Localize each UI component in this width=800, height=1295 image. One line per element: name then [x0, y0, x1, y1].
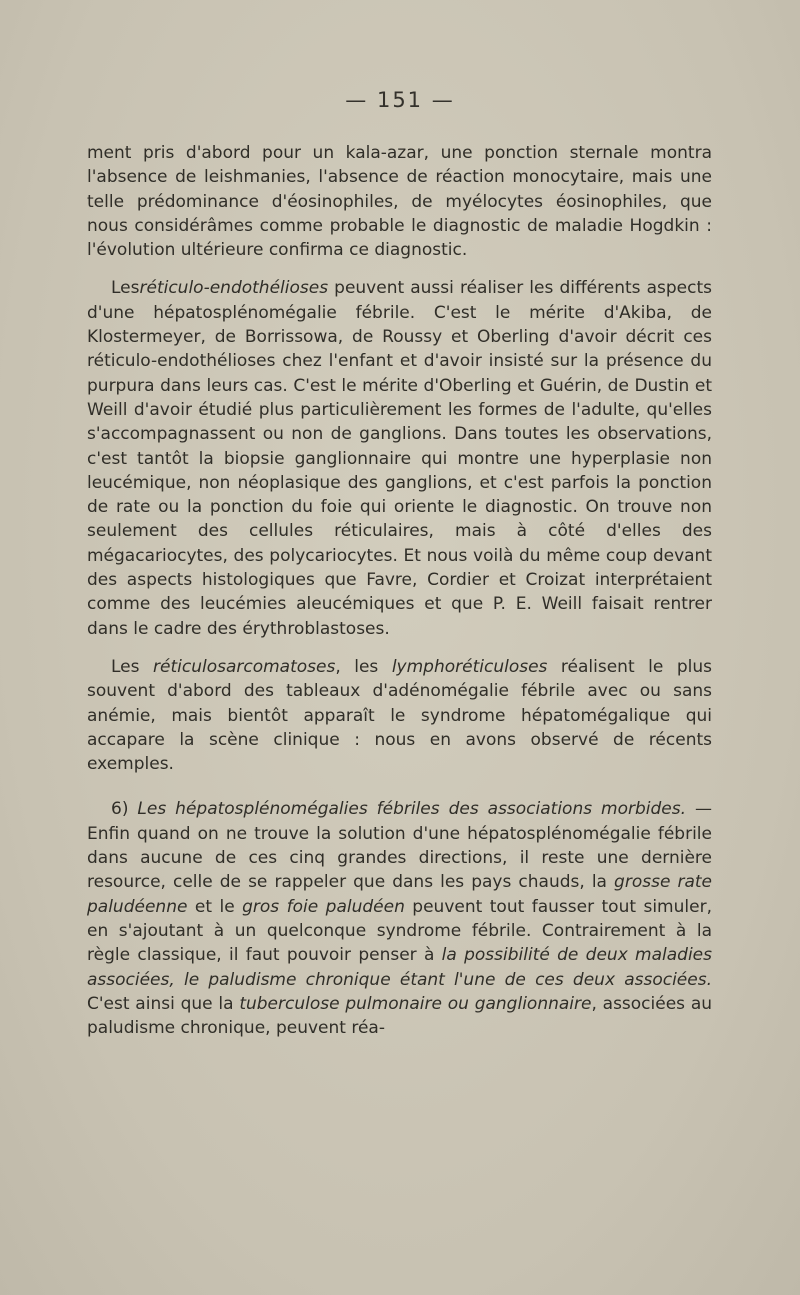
paragraph-reticulosarcomatoses — [87, 655, 712, 776]
italic-run: réticulosarcomatoses — [153, 656, 336, 677]
paragraph-associations-morbides — [87, 797, 712, 1040]
italic-run: lymphoréticuloses — [391, 656, 548, 677]
text-run: réalisent le plus souvent d'abord des tableaux d'adénomégalie fébrile avec ou sans anémie, mais bientôt apparaît le syndrome hépatomégalique qui accapare la scène clinique : nous en avons observé de récents exemples. — [87, 656, 712, 775]
body-text — [87, 141, 712, 1040]
italic-run: tuberculose pulmonaire ou ganglionnaire — [239, 993, 592, 1014]
paragraph-continuation — [87, 141, 712, 262]
italic-run: gros foie paludéen — [242, 896, 405, 917]
text-run: 6) — [111, 799, 138, 820]
text-run: , les — [335, 656, 392, 677]
text-run: et le — [187, 896, 243, 917]
text-run: peuvent tout fausser tout simuler, en s'ajoutant à un quelconque syndrome fébrile. Contrairement à la règle classique, il faut pouvoir penser à — [87, 896, 712, 966]
italic-run: grosse rate paludéenne — [87, 872, 712, 917]
text-run: Les — [111, 278, 140, 299]
text-run: Les — [111, 656, 154, 677]
text-run: peuvent aussi réaliser les différents aspects d'une hépatosplénomégalie fébrile. C'est le mérite d'Akiba, de Klostermeyer, de Borrissowa, de Roussy et Oberling d'avoir décrit ces réticulo-endothélioses chez l'enfant et d'avoir insisté sur la présence du purpura dans leurs cas. C'est le mérite d'Oberling et Guérin, de Dustin et Weill d'avoir étudié plus particulièrement les formes de l'adulte, qu'elles s'accompagnassent ou non de ganglions. Dans toutes les observations, c'est tantôt la biopsie ganglionnaire qui montre une hyperplasie non leucémique, non néoplasique des ganglions, et c'est parfois la ponction de rate ou la ponction du foie qui oriente le diagnostic. On trouve non seulement des cellules réticulaires, mais à côté d'elles des mégacariocytes, des polycariocytes. Et nous voilà du même coup devant des aspects histologiques que Favre, Cordier et Croizat interprétaient comme des leucémies aleucémiques et que P. E. Weill faisait rentrer dans le cadre des érythroblastoses. — [87, 278, 712, 639]
italic-run: Les hépatosplénomégalies fébriles des associations morbides. — [137, 799, 687, 820]
text-run: ment pris d'abord pour un kala-azar, une ponction sternale montra l'absence de leishmanies, l'absence de réaction monocytaire, mais une telle prédominance d'éosinophiles, de myélocytes éosinophiles, que nous considérâmes comme probable le diagnostic de maladie Hogdkin : l'évolution ultérieure confirma ce diagnostic. — [87, 143, 712, 261]
text-run: C'est ainsi que la — [87, 993, 240, 1014]
text-run: , associées au paludisme chronique, peuvent réa- — [87, 993, 713, 1039]
italic-run: réticulo-endothélioses — [139, 278, 329, 299]
paragraph-reticulo-endothelioses — [87, 276, 712, 640]
italic-run: la possibilité de deux maladies associées, le paludisme chronique étant l'une de ces deux associées. — [87, 945, 712, 990]
text-run: — Enfin quand on ne trouve la solution d'une hépatosplénomégalie fébrile dans aucune de ces cinq grandes directions, il reste une dernière resource, celle de se rappeler que dans les pays chauds, la — [87, 799, 712, 893]
page-number: — 151 — — [345, 88, 455, 112]
